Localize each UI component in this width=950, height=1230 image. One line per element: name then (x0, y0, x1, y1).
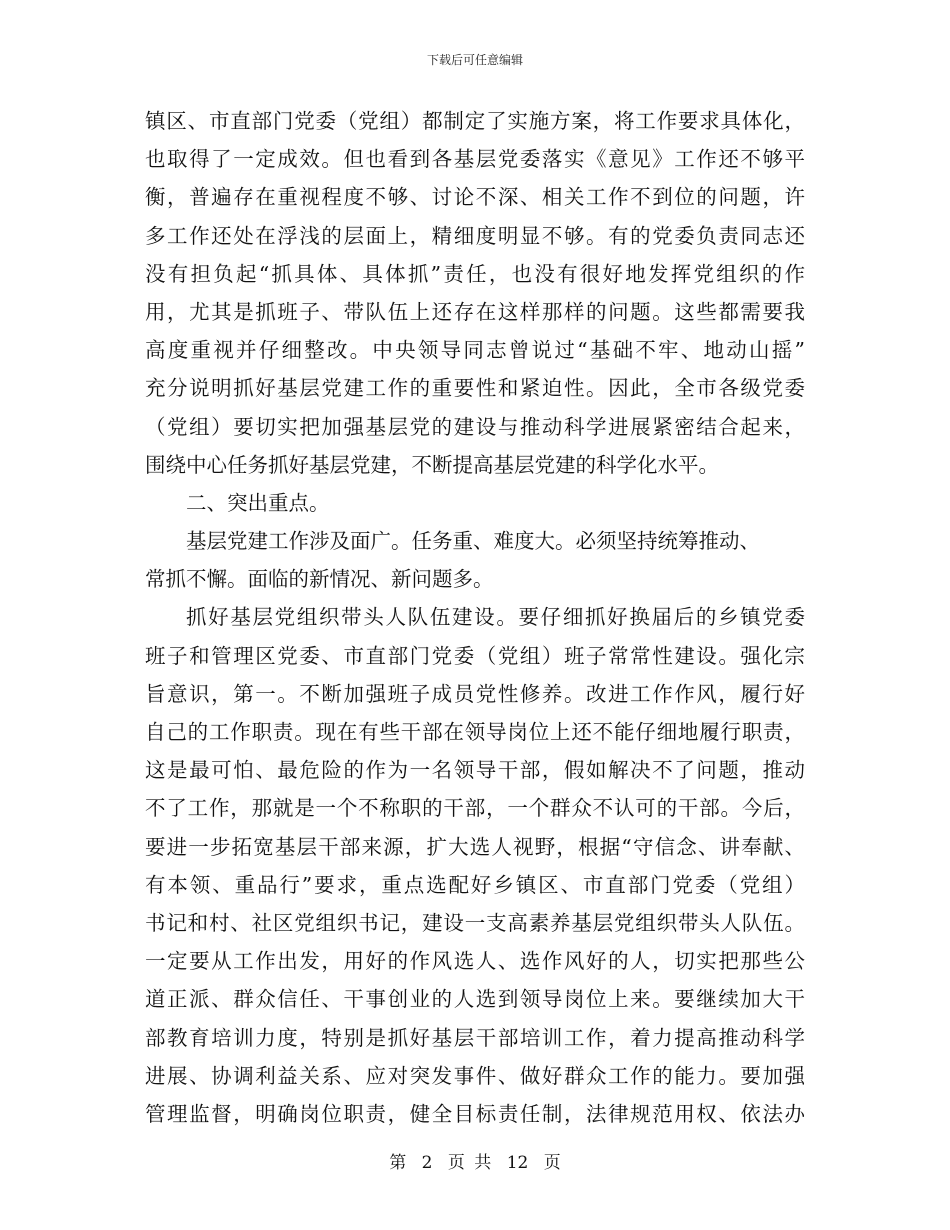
page-header (0, 52, 950, 68)
text-line: 有本领、重品行”要求，重点选配好乡镇区、市直部门党委（党组） (145, 872, 805, 897)
text-line: 这是最可怕、最危险的作为一名领导干部，假如解决不了问题，推动 (145, 758, 805, 783)
text-line: 班子和管理区党委、市直部门党委（党组）班子常常性建设。强化宗 (145, 643, 805, 668)
text-line: 旨意识，第一。不断加强班子成员党性修养。改进工作作风，履行好 (145, 681, 805, 706)
text-line: 充分说明抓好基层党建工作的重要性和紧迫性。因此，全市各级党委 (145, 376, 805, 401)
page-footer (0, 1152, 950, 1174)
text-line: 书记和村、社区党组织书记，建设一支高素养基层党组织带头人队伍。 (145, 910, 805, 935)
text-line: 用，尤其是抓班子、带队伍上还存在这样那样的问题。这些都需要我 (145, 299, 805, 324)
text-line: 也取得了一定成效。但也看到各基层党委落实《意见》工作还不够平 (145, 147, 805, 172)
document-body (145, 102, 805, 1133)
text-line: 自己的工作职责。现在有些干部在领导岗位上还不能仔细地履行职责， (145, 720, 805, 744)
text-line: 一定要从工作出发，用好的作风选人、选作风好的人，切实把那些公 (145, 949, 805, 974)
text-line: 高度重视并仔细整改。中央领导同志曾说过“基础不牢、地动山摇” (145, 338, 805, 363)
text-line: 没有担负起“抓具体、具体抓”责任，也没有很好地发挥党组织的作 (145, 261, 805, 286)
footer-suffix: 页 (543, 1153, 561, 1173)
header-text: 下载后可任意编辑 (426, 53, 523, 67)
text-line: 多工作还处在浮浅的层面上，精细度明显不够。有的党委负责同志还 (145, 223, 805, 248)
footer-prefix: 第 (389, 1153, 407, 1173)
text-line: 基层党建工作涉及面广。任务重、难度大。必须坚持统筹推动、 (186, 529, 760, 554)
text-line: 衡，普遍存在重视程度不够、讨论不深、相关工作不到位的问题，许 (145, 185, 805, 210)
text-line: 镇区、市直部门党委（党组）都制定了实施方案，将工作要求具体化， (145, 109, 805, 133)
text-line: 抓好基层党组织带头人队伍建设。要仔细抓好换届后的乡镇党委 (186, 605, 805, 630)
total-page-count: 12 (506, 1153, 529, 1173)
text-line: 不了工作，那就是一个不称职的干部，一个群众不认可的干部。今后， (145, 796, 805, 821)
text-line: 管理监督，明确岗位职责，健全目标责任制，法律规范用权、依法办 (145, 1101, 805, 1126)
text-line: 常抓不懈。面临的新情况、新问题多。 (145, 567, 494, 592)
text-line: 要进一步拓宽基层干部来源，扩大选人视野，根据“守信念、讲奉献、 (145, 834, 805, 859)
text-line: 道正派、群众信任、干事创业的人选到领导岗位上来。要继续加大干 (145, 987, 805, 1012)
text-line: （党组）要切实把加强基层党的建设与推动科学进展紧密结合起来， (145, 414, 805, 439)
text-line: 二、突出重点。 (186, 490, 330, 515)
footer-middle: 页 共 (447, 1153, 492, 1173)
text-line: 进展、协调利益关系、应对突发事件、做好群众工作的能力。要加强 (145, 1063, 805, 1088)
text-line: 部教育培训力度，特别是抓好基层干部培训工作，着力提高推动科学 (145, 1025, 805, 1050)
current-page-number: 2 (421, 1153, 433, 1173)
text-line: 围绕中心任务抓好基层党建，不断提高基层党建的科学化水平。 (145, 452, 719, 477)
